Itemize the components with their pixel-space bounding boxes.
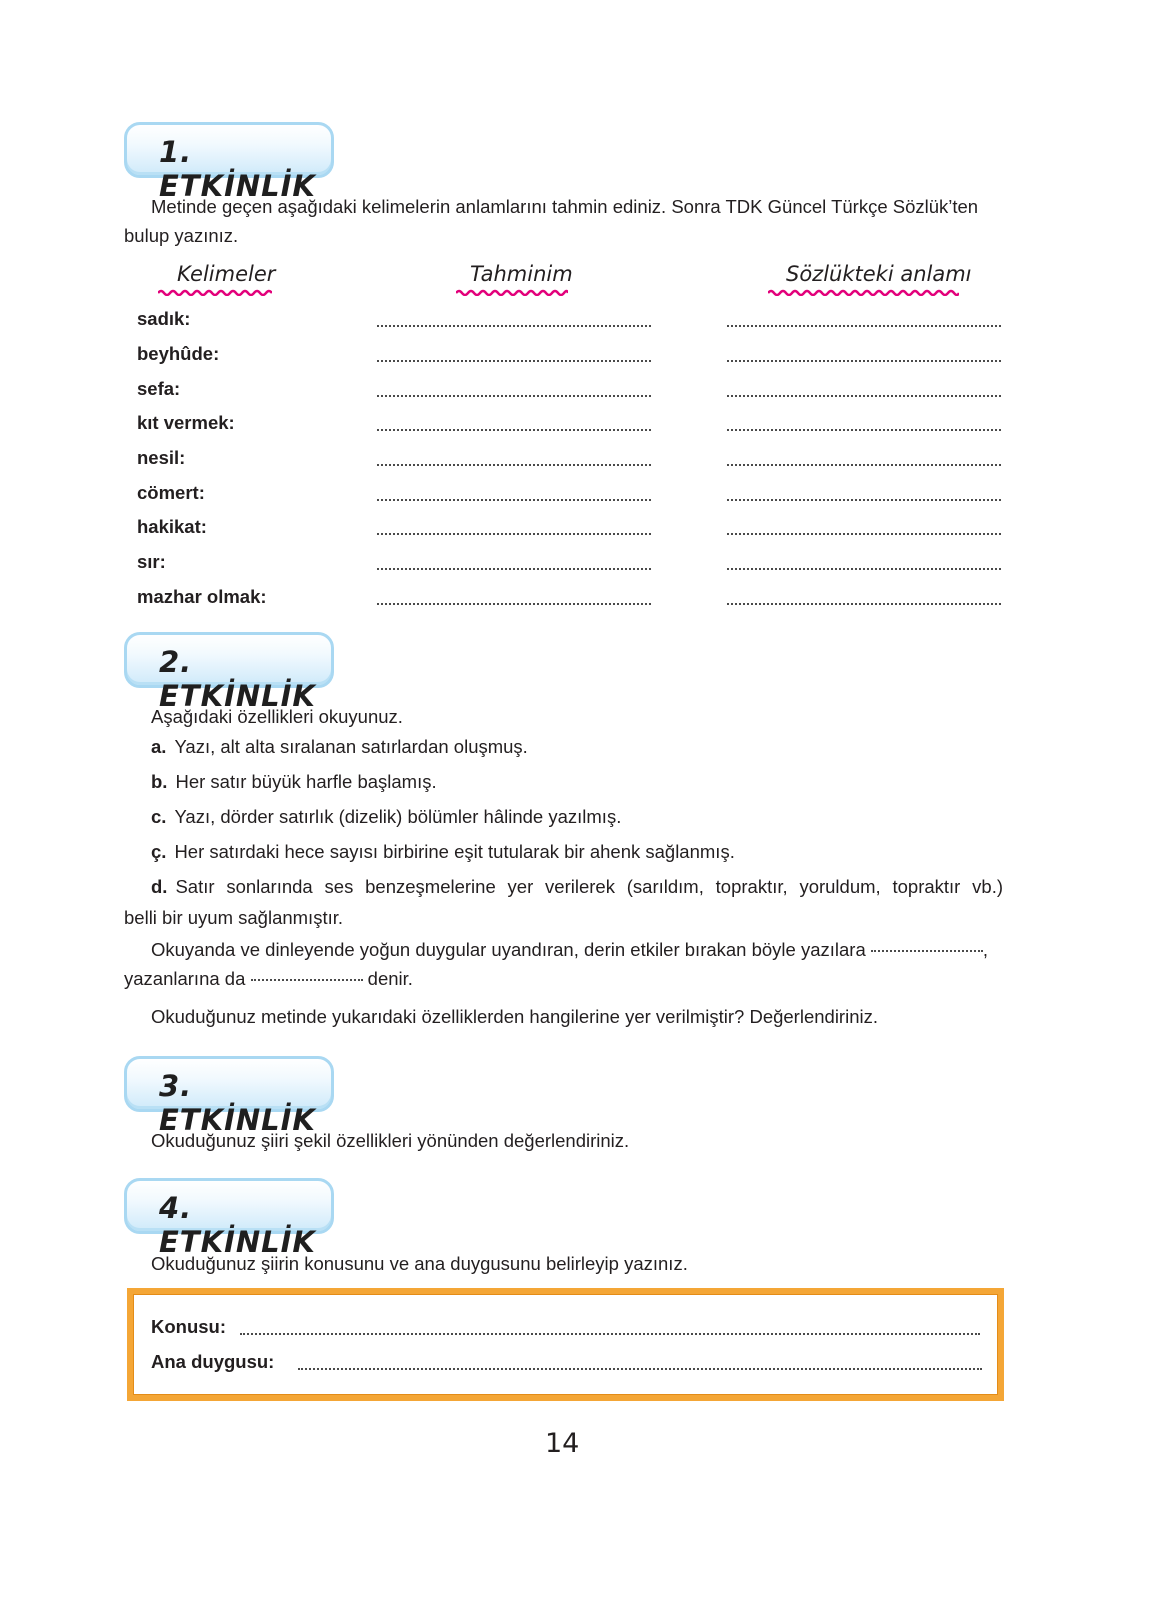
guess-field[interactable] xyxy=(377,395,651,397)
column-header-dictionary: Sözlükteki anlamı xyxy=(786,262,972,286)
activity-4-badge xyxy=(124,1178,334,1259)
meaning-field[interactable] xyxy=(727,499,1001,501)
word-hakikat: hakikat: xyxy=(137,516,207,537)
item-d-continued: belli bir uyum sağlanmıştır. xyxy=(124,907,344,928)
meaning-field[interactable] xyxy=(727,533,1001,535)
activity-2-intro: Aşağıdaki özellikleri okuyunuz. xyxy=(151,706,403,727)
column-header-guess: Tahminim xyxy=(470,262,573,286)
underline-squiggle-dictionary xyxy=(768,289,959,296)
fill-in-line1 xyxy=(151,939,1003,961)
fill-in-text: Okuyanda ve dinleyende yoğun duygular uyandıran, derin etkiler bırakan böyle yazılara xyxy=(151,939,866,960)
activity-1-badge xyxy=(124,122,334,203)
meaning-field[interactable] xyxy=(727,395,1001,397)
word-sir: sır: xyxy=(137,551,166,572)
fill-in-comma: , xyxy=(982,939,989,960)
word-beyhude: beyhûde: xyxy=(137,343,220,364)
guess-field[interactable] xyxy=(377,568,651,570)
activity-4-instruction: Okuduğunuz şiirin konusunu ve ana duygusunu belirleyip yazınız. xyxy=(151,1253,688,1274)
item-text: Satır sonlarında ses benzeşmelerine yer verilerek (sarıldım, topraktır, yoruldum, topraktır vb.) xyxy=(175,876,1003,897)
word-sefa: sefa: xyxy=(137,378,181,399)
main-emotion-row xyxy=(151,1351,274,1373)
guess-field[interactable] xyxy=(377,429,651,431)
guess-field[interactable] xyxy=(377,533,651,535)
guess-field[interactable] xyxy=(377,464,651,466)
meaning-field[interactable] xyxy=(727,464,1001,466)
meaning-field[interactable] xyxy=(727,360,1001,362)
activity-1-instruction-line1: Metinde geçen aşağıdaki kelimelerin anlamlarını tahmin ediniz. Sonra TDK Güncel Türkçe Sözlük’ten xyxy=(151,196,979,217)
activity-4-title: 4. ETKİNLİK xyxy=(159,1191,316,1259)
answer-box xyxy=(127,1288,1004,1401)
word-comert: cömert: xyxy=(137,482,205,503)
fill-in-blank-1[interactable] xyxy=(871,950,983,952)
guess-field[interactable] xyxy=(377,360,651,362)
underline-squiggle-words xyxy=(158,289,272,296)
activity-3-instruction: Okuduğunuz şiiri şekil özellikleri yönünden değerlendiriniz. xyxy=(151,1130,630,1151)
main-emotion-field[interactable] xyxy=(298,1368,982,1370)
word-nesil: nesil: xyxy=(137,447,186,468)
guess-field[interactable] xyxy=(377,499,651,501)
subject-label: Konusu: xyxy=(151,1316,227,1337)
activity-2-badge xyxy=(124,632,334,713)
activity-2-title: 2. ETKİNLİK xyxy=(159,645,316,713)
meaning-field[interactable] xyxy=(727,325,1001,327)
meaning-field[interactable] xyxy=(727,429,1001,431)
list-item xyxy=(151,841,735,863)
activity-3-title: 3. ETKİNLİK xyxy=(159,1069,316,1137)
fill-in-text: yazanlarına da xyxy=(124,968,246,989)
column-header-words: Kelimeler xyxy=(177,262,276,286)
activity-1-instruction-line2: bulup yazınız. xyxy=(124,225,239,246)
list-item xyxy=(151,736,528,758)
activity-1-title: 1. ETKİNLİK xyxy=(159,135,316,203)
main-emotion-label: Ana duygusu: xyxy=(151,1351,275,1372)
item-letter: c. xyxy=(151,806,167,827)
fill-in-line2 xyxy=(124,968,413,990)
word-kit-vermek: kıt vermek: xyxy=(137,412,235,433)
word-sadik: sadık: xyxy=(137,308,191,329)
guess-field[interactable] xyxy=(377,325,651,327)
list-item xyxy=(151,806,621,828)
item-letter: a. xyxy=(151,736,167,757)
subject-field[interactable] xyxy=(240,1333,980,1335)
activity-3-badge xyxy=(124,1056,334,1137)
list-item xyxy=(151,771,437,793)
item-letter: b. xyxy=(151,771,168,792)
list-item xyxy=(151,876,1003,898)
item-text: Yazı, alt alta sıralanan satırlardan oluşmuş. xyxy=(174,736,528,757)
item-text: Her satır büyük harfle başlamış. xyxy=(175,771,437,792)
guess-field[interactable] xyxy=(377,603,651,605)
meaning-field[interactable] xyxy=(727,603,1001,605)
meaning-field[interactable] xyxy=(727,568,1001,570)
underline-squiggle-guess xyxy=(456,289,568,296)
item-letter: d. xyxy=(151,876,168,897)
fill-in-blank-2[interactable] xyxy=(251,979,363,981)
item-letter: ç. xyxy=(151,841,167,862)
activity-2-question: Okuduğunuz metinde yukarıdaki özelliklerden hangilerine yer verilmiştir? Değerlendiriniz. xyxy=(151,1006,878,1027)
page-number: 14 xyxy=(545,1428,580,1459)
subject-row xyxy=(151,1316,226,1338)
fill-in-text-end: denir. xyxy=(367,968,413,989)
item-text: Her satırdaki hece sayısı birbirine eşit tutularak bir ahenk sağlanmış. xyxy=(174,841,735,862)
item-text: Yazı, dörder satırlık (dizelik) bölümler hâlinde yazılmış. xyxy=(174,806,622,827)
word-mazhar-olmak: mazhar olmak: xyxy=(137,586,267,607)
